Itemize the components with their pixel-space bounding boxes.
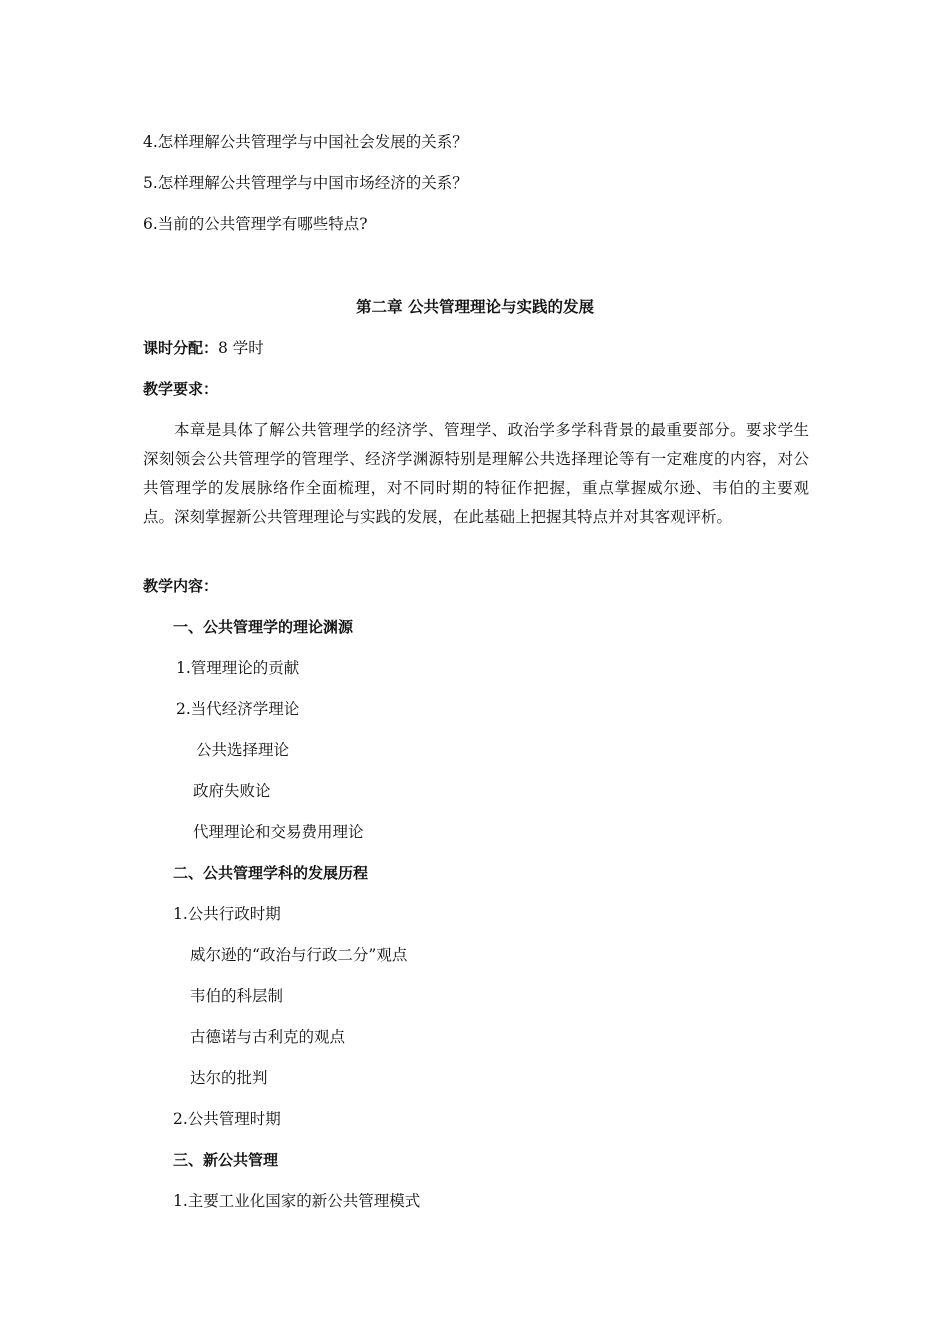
section-1-subitem-b: 政府失败论 bbox=[193, 782, 271, 800]
chapter-title: 第二章 公共管理理论与实践的发展 bbox=[356, 298, 594, 316]
section-2-item-1: 1.公共行政时期 bbox=[173, 905, 281, 923]
section-1-subitem-a: 公共选择理论 bbox=[196, 741, 290, 759]
section-3-heading: 三、新公共管理 bbox=[173, 1151, 279, 1169]
section-1-item-1: 1.管理理论的贡献 bbox=[176, 659, 300, 677]
hours-row bbox=[143, 338, 264, 358]
requirements-label: 教学要求： bbox=[143, 380, 219, 398]
hours-label: 课时分配： bbox=[143, 339, 219, 357]
question-5: 5.怎样理解公共管理学与中国市场经济的关系？ bbox=[143, 174, 468, 192]
section-2-subitem-a: 威尔逊的“政治与行政二分”观点 bbox=[190, 946, 408, 964]
section-1-item-2: 2.当代经济学理论 bbox=[176, 700, 300, 718]
section-1-heading: 一、公共管理学的理论渊源 bbox=[173, 618, 354, 636]
section-2-item-2: 2.公共管理时期 bbox=[173, 1110, 281, 1128]
section-1-subitem-c: 代理理论和交易费用理论 bbox=[193, 823, 364, 841]
content-label: 教学内容： bbox=[143, 577, 219, 595]
question-4: 4.怎样理解公共管理学与中国社会发展的关系？ bbox=[143, 133, 468, 151]
section-2-subitem-b: 韦伯的科层制 bbox=[190, 987, 284, 1005]
section-2-subitem-d: 达尔的批判 bbox=[190, 1069, 268, 1087]
requirements-paragraph: 本章是具体了解公共管理学的经济学、管理学、政治学多学科背景的最重要部分。要求学生深刻领会公共管理学的管理学、经济学渊源特别是理解公共选择理论等有一定难度的内容，对公共管理学的发展脉络作全面梳理，对不同时期的特征作把握，重点掌握威尔逊、韦伯的主要观点。深刻掌握新公共管理理论与实践的发展，在此基础上把握其特点并对其客观评析。 bbox=[143, 421, 809, 526]
section-2-heading: 二、公共管理学科的发展历程 bbox=[173, 864, 369, 882]
question-6: 6.当前的公共管理学有哪些特点? bbox=[143, 215, 368, 233]
section-3-item-1: 1.主要工业化国家的新公共管理模式 bbox=[173, 1192, 421, 1210]
section-2-subitem-c: 古德诺与古利克的观点 bbox=[190, 1028, 346, 1046]
hours-value: 8 学时 bbox=[218, 339, 264, 357]
